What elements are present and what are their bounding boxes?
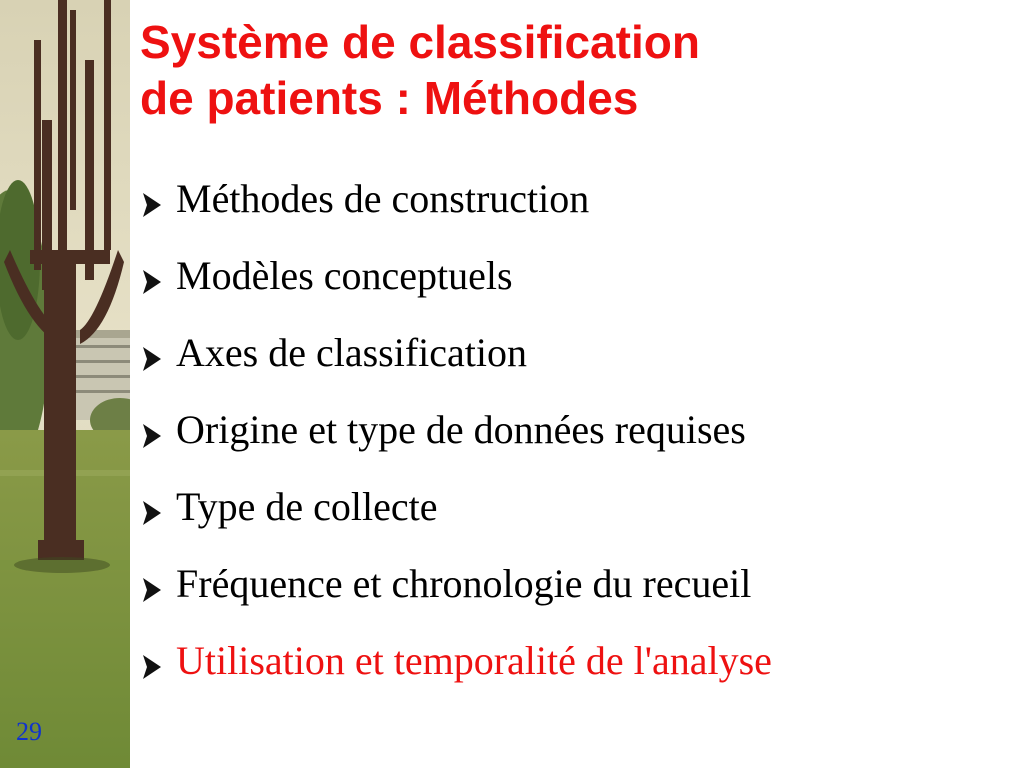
bullet-item xyxy=(140,314,772,391)
title-line-2: de patients : Méthodes xyxy=(140,72,639,124)
bullet-item xyxy=(140,545,772,622)
arrowhead-icon xyxy=(140,183,166,223)
arrowhead-icon xyxy=(140,645,166,685)
bullet-text: Méthodes de construction xyxy=(176,176,590,221)
sculpture-photo xyxy=(0,0,130,768)
page-number: 29 xyxy=(16,717,42,746)
title-line-1: Système de classification xyxy=(140,16,700,68)
slide-title xyxy=(140,14,700,126)
arrowhead-icon xyxy=(140,337,166,377)
arrowhead-icon xyxy=(140,260,166,300)
arrowhead-icon xyxy=(140,491,166,531)
bullet-text: Type de collecte xyxy=(176,484,438,529)
bullet-list xyxy=(140,160,772,699)
bullet-text: Utilisation et temporalité de l'analyse xyxy=(176,638,772,683)
bullet-text: Axes de classification xyxy=(176,330,527,375)
bullet-text: Modèles conceptuels xyxy=(176,253,513,298)
bullet-item-highlighted xyxy=(140,622,772,699)
bullet-text: Fréquence et chronologie du recueil xyxy=(176,561,752,606)
bullet-item xyxy=(140,237,772,314)
arrowhead-icon xyxy=(140,414,166,454)
bullet-item xyxy=(140,391,772,468)
bullet-text: Origine et type de données requises xyxy=(176,407,746,452)
bullet-item xyxy=(140,160,772,237)
arrowhead-icon xyxy=(140,568,166,608)
bullet-item xyxy=(140,468,772,545)
